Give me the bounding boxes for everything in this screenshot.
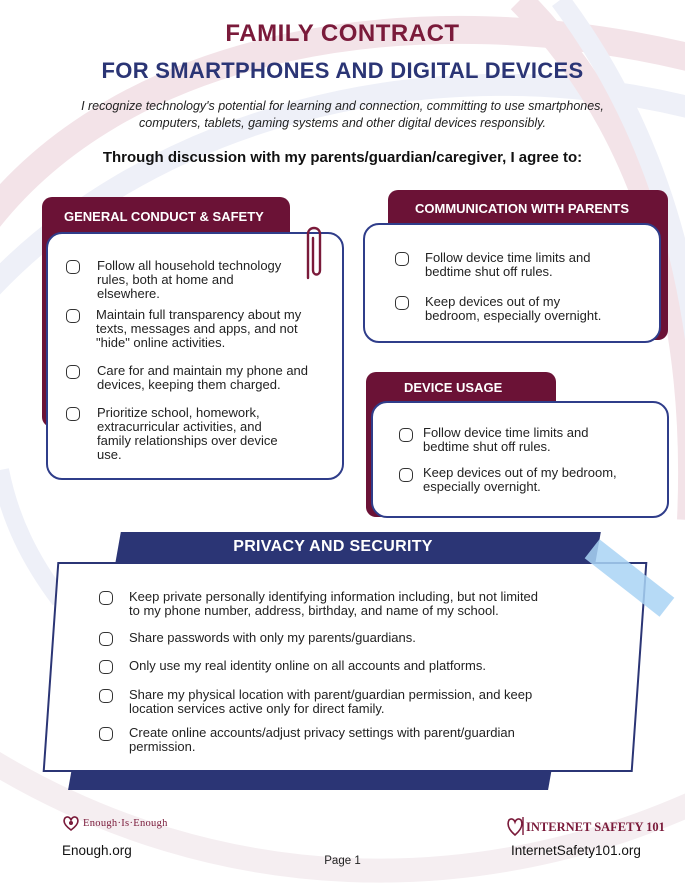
enough-url[interactable]: Enough.org	[62, 843, 132, 858]
internet-safety-url[interactable]: InternetSafety101.org	[511, 843, 641, 858]
list-item	[129, 631, 609, 645]
list-item	[129, 590, 609, 618]
checkbox[interactable]	[66, 260, 80, 274]
page-subtitle: FOR SMARTPHONES AND DIGITAL DEVICES	[101, 58, 584, 83]
list-item	[129, 726, 609, 754]
item-line: "hide" online activities.	[96, 335, 226, 350]
paperclip-icon	[300, 220, 326, 282]
usage-section-box	[371, 401, 669, 518]
checkbox[interactable]	[399, 468, 413, 482]
list-item	[425, 251, 655, 279]
list-item	[129, 659, 609, 673]
checkbox[interactable]	[99, 591, 113, 605]
list-item	[129, 688, 609, 716]
enough-logo-text: Enough·Is·Enough	[83, 818, 168, 829]
item-line: Create online accounts/adjust privacy settings with parent/guardian	[129, 725, 515, 740]
list-item	[423, 426, 663, 454]
checkbox[interactable]	[99, 660, 113, 674]
item-line: Care for and maintain my phone and	[97, 363, 309, 378]
item-line: Prioritize school, homework,	[97, 405, 260, 420]
list-item	[97, 364, 342, 392]
page-number: Page 1	[324, 855, 361, 867]
item-line: bedtime shut off rules.	[423, 439, 551, 454]
item-line: Maintain full transparency about my	[96, 307, 302, 322]
intro-line: I recognize technology's potential for learning and connection, committing to use smartphones,	[81, 99, 604, 113]
checkbox[interactable]	[395, 296, 409, 310]
checkbox[interactable]	[66, 407, 80, 421]
internet-safety-logo-text: INTERNET SAFETY 101	[526, 820, 665, 834]
item-line: rules, both at home and	[97, 272, 234, 287]
item-line: bedroom, especially overnight.	[425, 308, 602, 323]
item-line: Share my physical location with parent/guardian permission, and keep	[129, 687, 533, 702]
privacy-section-title: PRIVACY AND SECURITY	[233, 538, 433, 555]
checkbox[interactable]	[99, 727, 113, 741]
communication-section-title: COMMUNICATION WITH PARENTS	[415, 201, 629, 216]
item-line: permission.	[129, 739, 196, 754]
item-line: especially overnight.	[423, 479, 541, 494]
item-line: Share passwords with only my parents/guardians.	[129, 630, 416, 645]
item-line: Only use my real identity online on all accounts and platforms.	[129, 658, 486, 673]
item-line: extracurricular activities, and	[97, 419, 262, 434]
item-line: Follow all household technology	[97, 258, 282, 273]
checkbox[interactable]	[66, 365, 80, 379]
item-line: texts, messages and apps, and not	[96, 321, 298, 336]
list-item	[423, 466, 663, 494]
item-line: bedtime shut off rules.	[425, 264, 553, 279]
item-line: use.	[97, 447, 122, 462]
usage-section-title: DEVICE USAGE	[404, 380, 503, 395]
list-item	[425, 295, 655, 323]
intro-text	[60, 98, 625, 132]
list-item	[96, 308, 341, 350]
item-line: Keep private personally identifying information including, but not limited	[129, 589, 539, 604]
checkbox[interactable]	[399, 428, 413, 442]
communication-section-box	[363, 223, 661, 343]
list-item	[97, 406, 337, 462]
item-line: Follow device time limits and	[425, 250, 591, 265]
heart-logo-icon	[62, 814, 80, 832]
checkbox[interactable]	[99, 632, 113, 646]
general-section-title: GENERAL CONDUCT & SAFETY	[64, 209, 264, 224]
item-line: elsewhere.	[97, 286, 160, 301]
checkbox[interactable]	[99, 689, 113, 703]
internet-safety-logo-icon	[506, 815, 524, 837]
item-line: location services active only for direct family.	[129, 701, 385, 716]
checkbox[interactable]	[66, 309, 80, 323]
agree-statement: Through discussion with my parents/guardian/caregiver, I agree to:	[102, 149, 583, 166]
item-line: devices, keeping them charged.	[97, 377, 281, 392]
intro-line: computers, tablets, gaming systems and other digital devices responsibly.	[139, 116, 546, 130]
item-line: family relationships over device	[97, 433, 278, 448]
item-line: Follow device time limits and	[423, 425, 589, 440]
item-line: to my phone number, address, birthday, and name of my school.	[129, 603, 499, 618]
item-line: Keep devices out of my	[425, 294, 561, 309]
item-line: Keep devices out of my bedroom,	[423, 465, 617, 480]
checkbox[interactable]	[395, 252, 409, 266]
page-title: FAMILY CONTRACT	[225, 20, 460, 47]
